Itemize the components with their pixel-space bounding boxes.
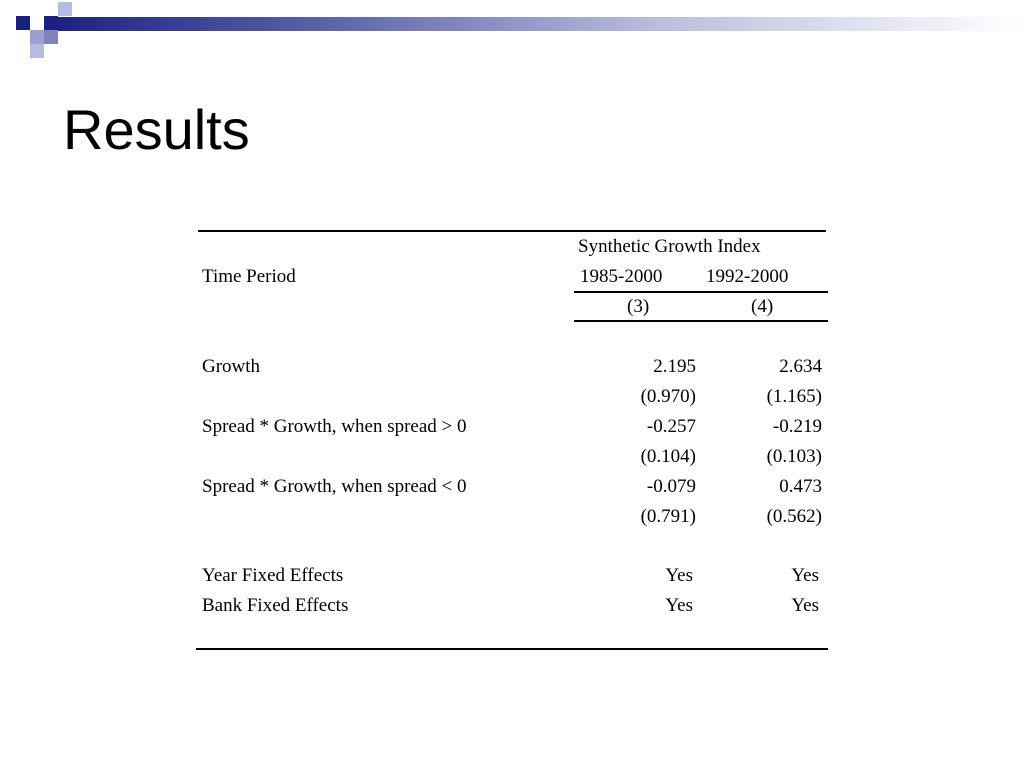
coefficient-col3: -0.079 [646, 476, 696, 497]
deco-square [44, 16, 58, 30]
deco-square [30, 30, 44, 44]
fixed-effects-label: Bank Fixed Effects [202, 595, 349, 616]
std-error-col3: (0.104) [640, 446, 696, 467]
deco-square [44, 30, 58, 44]
fixed-effects-col4: Yes [791, 565, 819, 586]
coefficient-col4: -0.219 [772, 416, 822, 437]
bottom-rule [196, 648, 828, 650]
header-gradient-bar [44, 17, 1024, 31]
group-header: Synthetic Growth Index [578, 236, 761, 257]
fixed-effects-label: Year Fixed Effects [202, 565, 344, 586]
period-col3: 1985-2000 [580, 266, 663, 287]
deco-square [30, 44, 44, 58]
std-error-col3: (0.970) [640, 386, 696, 407]
std-error-col4: (0.103) [766, 446, 822, 467]
deco-square [16, 16, 30, 30]
row-label: Growth [202, 356, 261, 377]
column-number-rule [574, 320, 828, 322]
row-label: Spread * Growth, when spread < 0 [202, 476, 467, 497]
fixed-effects-col3: Yes [665, 565, 693, 586]
coefficient-col3: 2.195 [653, 356, 696, 377]
coefficient-col4: 0.473 [779, 476, 822, 497]
std-error-col4: (0.562) [766, 506, 822, 527]
fixed-effects-col3: Yes [665, 595, 693, 616]
top-rule [198, 230, 826, 232]
group-header-rule [574, 291, 828, 293]
coefficient-col4: 2.634 [779, 356, 822, 377]
std-error-col3: (0.791) [640, 506, 696, 527]
std-error-col4: (1.165) [766, 386, 822, 407]
period-col4: 1992-2000 [706, 266, 789, 287]
results-table [198, 230, 828, 650]
header-decoration [0, 0, 1024, 62]
coefficient-col3: -0.257 [646, 416, 696, 437]
row-label: Spread * Growth, when spread > 0 [202, 416, 467, 437]
row-header-label: Time Period [202, 266, 296, 287]
fixed-effects-col4: Yes [791, 595, 819, 616]
deco-square [58, 2, 72, 16]
column-number-col4: (4) [751, 296, 774, 317]
slide-title: Results [63, 98, 250, 161]
column-number-col3: (3) [627, 296, 650, 317]
